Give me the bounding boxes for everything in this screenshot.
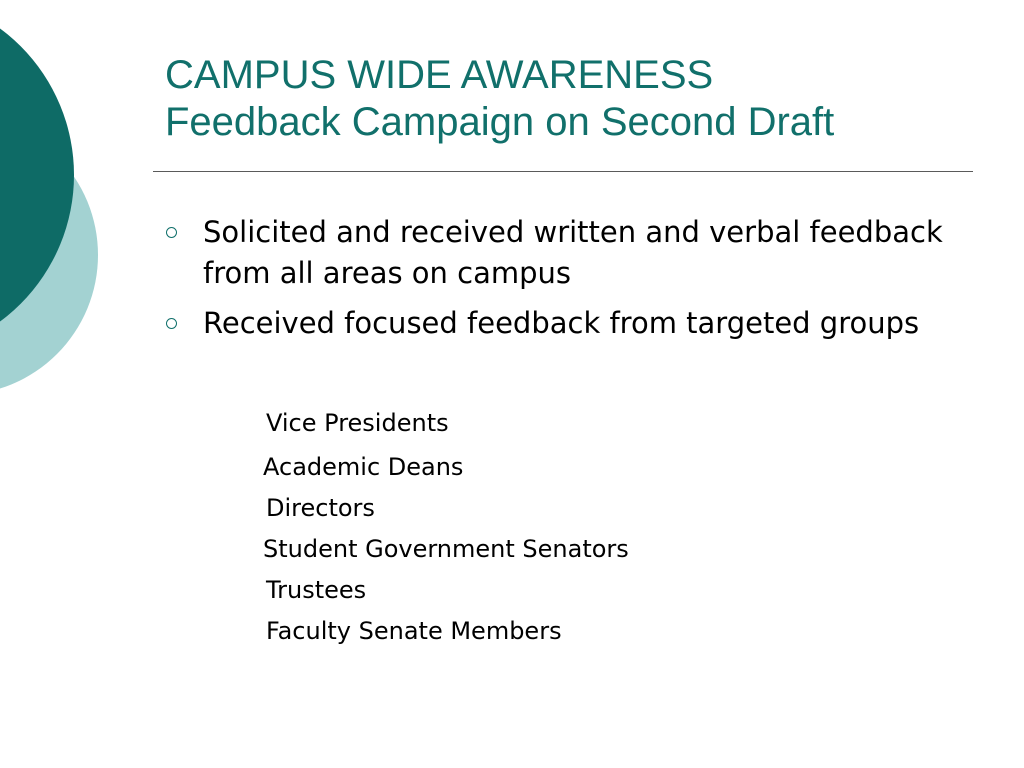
group-item: Academic Deans (263, 453, 464, 481)
bullet-text: Received focused feedback from targeted groups (203, 306, 920, 340)
slide-title (165, 52, 834, 146)
decorative-circles (0, 0, 110, 400)
hollow-circle-bullet-icon (166, 227, 177, 238)
title-line-1: CAMPUS WIDE AWARENESS (165, 53, 714, 97)
bullet-text: Solicited and received written and verbal feedback from all areas on campus (203, 215, 943, 290)
group-item: Vice Presidents (266, 409, 449, 437)
bullet-item (166, 303, 946, 344)
title-divider (153, 171, 973, 172)
group-item: Student Government Senators (263, 535, 629, 563)
group-item: Directors (266, 494, 375, 522)
hollow-circle-bullet-icon (166, 318, 177, 329)
bullet-item (166, 212, 946, 294)
group-item: Trustees (266, 576, 367, 604)
title-line-2: Feedback Campaign on Second Draft (165, 100, 835, 144)
group-item: Faculty Senate Members (266, 617, 562, 645)
